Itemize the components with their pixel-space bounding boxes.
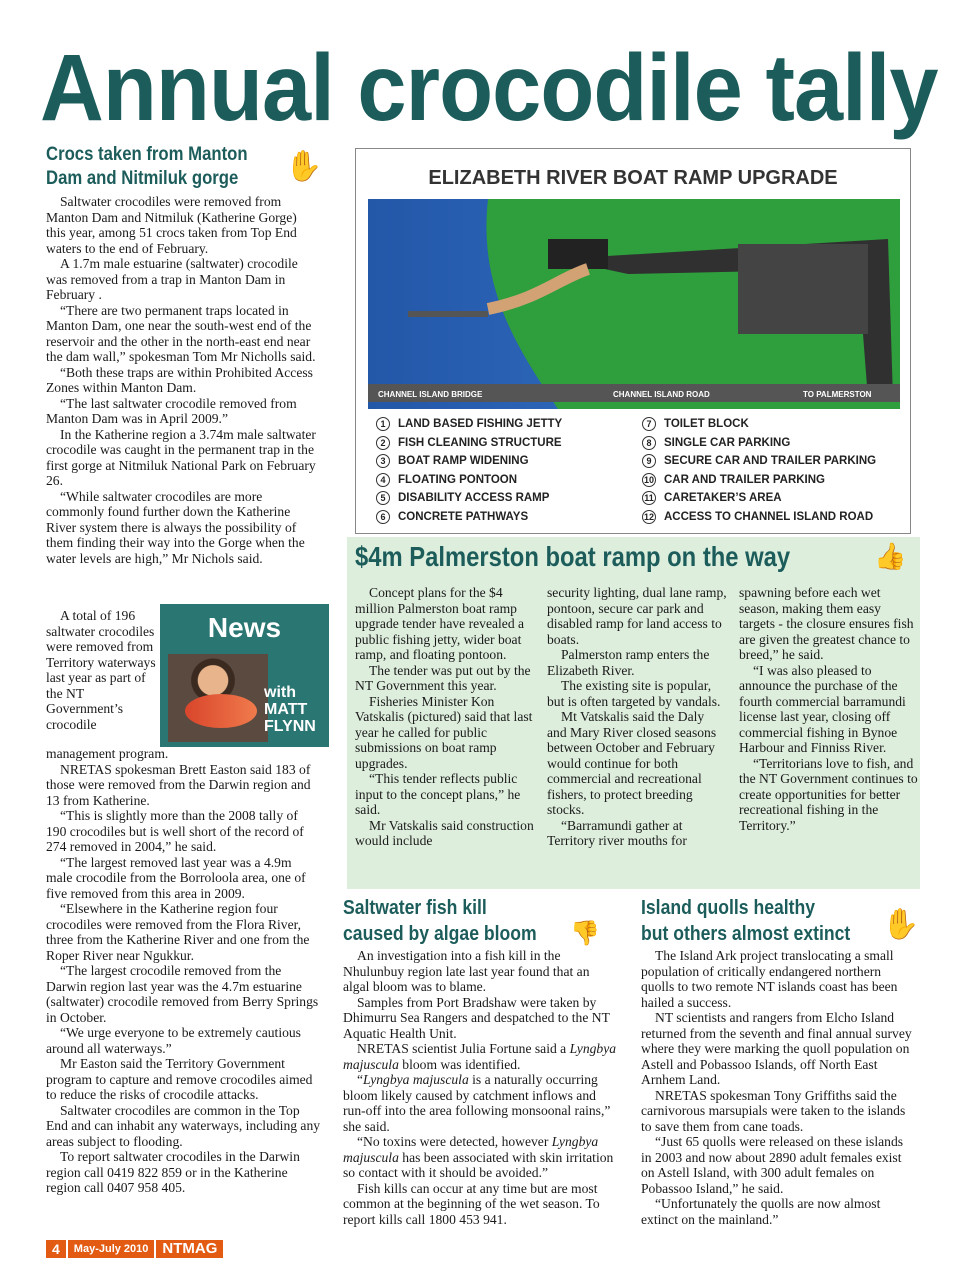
feature-c1p2: The tender was put out by the NT Government this year.	[355, 662, 531, 693]
feature-c3p2: “I was also pleased to announce the purchase of the fourth commercial barramundi license last year, closing off commercial fishing in Bynoe Harbour and Finniss River.	[739, 662, 906, 755]
legend-label-3: BOAT RAMP WIDENING	[398, 455, 529, 468]
croc-p9: NRETAS spokesman Brett Easton said 183 of those were removed from the Darwin region and 13 from Katherine.	[46, 761, 311, 808]
issue-date: May-July 2010	[68, 1240, 155, 1258]
fishkill-p4i: Lyngbya majuscula	[363, 1072, 469, 1087]
thumbs-down-icon: 👎	[570, 919, 600, 947]
road-label-1: CHANNEL ISLAND BRIDGE	[378, 390, 483, 399]
fishkill-p5b: has been associated with skin irritation so contact with it should be avoided.”	[343, 1149, 614, 1180]
feature-c1p5: Mr Vatskalis said construction would include	[355, 817, 534, 848]
fishkill-p2: Samples from Port Bradshaw were taken by Dhimurru Sea Rangers and despatched to the NT Aquatic Health Unit.	[343, 994, 610, 1041]
legend-item-2	[376, 434, 562, 453]
legend-right	[642, 415, 876, 526]
ramp-area	[548, 239, 608, 269]
feature-c1p4: “This tender reflects public input to the concept plans,” he said.	[355, 771, 521, 817]
legend-label-12: ACCESS TO CHANNEL ISLAND ROAD	[664, 510, 874, 523]
fish-image	[185, 694, 257, 728]
quolls-p5: “Unfortunately the quolls are now almost extinct on the mainland.”	[641, 1196, 881, 1227]
croc-p5: “The last saltwater crocodile removed from Manton Dam was in April 2009.”	[46, 395, 297, 426]
croc-p17: To report saltwater crocodiles in the Darwin region call 0419 822 859 or in the Katherine region call 0407 958 405.	[46, 1149, 300, 1195]
feature-headline: $4m Palmerston boat ramp on the way	[355, 541, 791, 572]
quolls-headline-2: but others almost extinct	[641, 923, 851, 945]
legend-label-4: FLOATING PONTOON	[398, 473, 518, 486]
fishkill-p4	[343, 1072, 618, 1134]
croc-p12: “Elsewhere in the Katherine region four crocodiles were removed from the Flora River, three from the Katherine River and one from the Roper River near Ngukkur.	[46, 901, 310, 963]
croc-p8b: management program.	[46, 746, 169, 761]
croc-p2: A 1.7m male estuarine (saltwater) crocodile was removed from a trap in Manton Dam in February .	[46, 256, 298, 302]
croc-p16: Saltwater crocodiles are common in the Top End and can inhabit any waterways, including any areas subject to flooding.	[46, 1102, 321, 1149]
news-title: News	[207, 612, 282, 643]
page-title: Annual crocodile tally	[40, 35, 938, 141]
news-name1: MATT	[264, 701, 308, 718]
feature-column-1	[355, 585, 535, 849]
boat-ramp-map	[355, 148, 911, 534]
fishkill-p3	[343, 1041, 618, 1072]
croc-p13: “The largest crocodile removed from the Darwin region last year was the 4.7m estuarine (saltwater) crocodile removed from Berry Springs in October.	[46, 963, 319, 1025]
croc-p8a: A total of 196 saltwater crocodiles were removed from Territory waterways last year as part of the NT Government’s crocodile	[46, 608, 156, 732]
legend-number-6: 6	[376, 510, 390, 524]
feature-c2p3: The existing site is popular, but is often targeted by vandals.	[547, 678, 721, 709]
quolls-p4: “Just 65 quolls were released on these islands in 2003 and now about 2890 adult females exist on Astell Island, with 300 adult females on Pobassoo Island,” he said.	[641, 1134, 904, 1196]
legend-number-11: 11	[642, 491, 656, 505]
legend-label-10: CAR AND TRAILER PARKING	[664, 473, 825, 486]
left-headline: Crocs taken from Manton Dam and Nitmiluk gorge	[46, 144, 248, 189]
legend-number-8: 8	[642, 436, 656, 450]
croc-p3: “There are two permanent traps located in Manton Dam, one near the south-west end of the reservoir and the other in the north-east end near the dam wall,” spokesman Tom Mr Nicholls said.	[46, 302, 316, 364]
legend-label-2: FISH CLEANING STRUCTURE	[398, 436, 562, 449]
fishkill-p1: An investigation into a fish kill in the Nhulunbuy region late last year found that an algal bloom was to blame.	[343, 948, 590, 994]
croc-p6: In the Katherine region a 3.74m male saltwater crocodile was caught in the permanent trap in the first gorge at Nitmiluk National Park on February 26.	[46, 426, 316, 488]
legend-label-5: DISABILITY ACCESS RAMP	[398, 492, 550, 505]
legend-item-7	[642, 415, 876, 434]
fishkill-article	[343, 948, 618, 1227]
road-label-2: CHANNEL ISLAND ROAD	[613, 390, 710, 399]
legend-item-10	[642, 471, 876, 490]
feature-c1p3: Fisheries Minister Kon Vatskalis (pictured) said that last year he called for public submissions on boat ramp upgrades.	[355, 693, 533, 771]
feature-c2p5: “Barramundi gather at Territory river mouths for	[547, 817, 687, 848]
croc-p4: “Both these traps are within Prohibited Access Zones within Manton Dam.	[46, 364, 313, 395]
fishkill-p5a: “No toxins were detected, however	[357, 1134, 552, 1149]
feature-column-3	[739, 585, 919, 833]
feature-c2p4: Mt Vatskalis said the Daly and Mary River closed seasons between October and February would continue for both commercial and recreational fishers, to protect breeding stocks.	[547, 709, 717, 817]
legend-item-5	[376, 489, 562, 508]
news-box	[160, 604, 329, 747]
fishkill-headline-2: caused by algae bloom	[343, 923, 537, 945]
legend-label-9: SECURE CAR AND TRAILER PARKING	[664, 455, 877, 468]
wave-hand-icon: ✋	[285, 149, 323, 184]
quolls-p2: NT scientists and rangers from Elcho Island returned from the seventh and final annual survey where they were marking the quoll population on Astell and Pobassoo Islands, off North East Arnhem Land.	[641, 1010, 912, 1087]
quolls-headline	[641, 895, 850, 947]
fishkill-p6: Fish kills can occur at any time but are most common at the beginning of the wet season. To report kills call 1800 453 941.	[343, 1180, 600, 1227]
thumbs-up-icon: 👍	[874, 542, 907, 572]
fishkill-headline-1: Saltwater fish kill	[343, 897, 487, 919]
quolls-article	[641, 948, 916, 1227]
legend-item-6	[376, 508, 562, 527]
croc-p7: “While saltwater crocodiles are more commonly found further down the Katherine River system there is always the possibility of them finding their way into the Gorge when the water levels are high,” Mr Nichols said.	[46, 488, 305, 566]
legend-number-4: 4	[376, 473, 390, 487]
legend-label-11: CARETAKER’S AREA	[664, 492, 782, 505]
legend-number-12: 12	[643, 511, 654, 522]
legend-item-9	[642, 452, 876, 471]
croc-p11: “The largest removed last year was a 4.9m male crocodile from the Borroloola area, one of five removed from this area in 2009.	[46, 854, 306, 901]
legend-label-8: SINGLE CAR PARKING	[664, 436, 791, 449]
legend-number-2: 2	[376, 436, 390, 450]
quolls-p1: The Island Ark project translocating a small population of critically endangered northern quolls to two remote NT islands coast has been hailed a success.	[641, 948, 898, 1010]
legend-number-10: 10	[643, 474, 654, 485]
croc-article-top	[46, 194, 316, 566]
legend-label-1: LAND BASED FISHING JETTY	[398, 418, 563, 431]
news-name2: FLYNN	[264, 718, 316, 735]
news-byline	[264, 684, 316, 735]
page-number: 4	[46, 1240, 66, 1258]
croc-p14: “We urge everyone to be extremely cautious around all waterways.”	[46, 1025, 301, 1056]
legend-number-1: 1	[376, 417, 390, 431]
fishkill-p3a: NRETAS scientist Julia Fortune said a	[357, 1041, 570, 1056]
quolls-p3: NRETAS spokesman Tony Griffiths said the carnivorous marsupials were taken to the islands to save them from cane toads.	[641, 1087, 906, 1134]
legend-number-7: 7	[642, 417, 656, 431]
croc-p1: Saltwater crocodiles were removed from Manton Dam and Nitmiluk (Katherine Gorge) this year, among 51 crocs taken from Top End waters to the end of February.	[46, 194, 297, 256]
page-footer	[46, 1240, 223, 1258]
legend-item-3	[376, 452, 562, 471]
road-label-3: TO PALMERSTON	[803, 390, 872, 399]
map-title: ELIZABETH RIVER BOAT RAMP UPGRADE	[428, 167, 838, 189]
croc-p15: Mr Easton said the Territory Government program to capture and remove crocodiles aimed to reduce the risks of crocodile attacks.	[46, 1056, 313, 1102]
fishkill-p4a: “	[357, 1072, 364, 1087]
fishkill-p5i: Lyngbya majuscula	[343, 1134, 599, 1165]
legend-label-7: TOILET BLOCK	[664, 418, 749, 431]
fishkill-headline	[343, 895, 537, 947]
fishkill-p5	[343, 1134, 618, 1181]
wave-hand-icon-2: ✋	[882, 907, 920, 942]
legend-number-9: 9	[642, 454, 656, 468]
legend-left	[376, 415, 562, 526]
legend-item-12	[642, 508, 876, 527]
feature-c1p1: Concept plans for the $4 million Palmerston boat ramp upgrade tender have revealed a public fishing jetty, wider boat ramp, and floating pontoon.	[355, 585, 525, 662]
feature-column-2	[547, 585, 727, 849]
croc-article-bottom	[46, 746, 321, 1196]
legend-number-3: 3	[376, 454, 390, 468]
croc-p10: “This is slightly more than the 2008 tally of 190 crocodiles but is well short of the record of 274 removed in 2004,” he said.	[46, 808, 304, 854]
fishkill-p4b: is a naturally occurring bloom likely caused by catchment inflows and run-off into the area following monsoonal rains,” she said.	[343, 1072, 611, 1134]
fishkill-p3b: bloom was identified.	[398, 1056, 521, 1072]
legend-item-1	[376, 415, 562, 434]
car-park	[738, 244, 868, 334]
legend-label-6: CONCRETE PATHWAYS	[398, 510, 529, 523]
news-with: with	[264, 684, 296, 701]
feature-c2p2: Palmerston ramp enters the Elizabeth River.	[547, 647, 710, 678]
croc-article-wrap	[46, 608, 158, 732]
fishkill-p3i: Lyngbya majuscula	[343, 1041, 617, 1072]
legend-item-4	[376, 471, 562, 490]
legend-item-8	[642, 434, 876, 453]
legend-item-11	[642, 489, 876, 508]
magazine-name: NTMAG	[156, 1240, 223, 1258]
quolls-headline-1: Island quolls healthy	[641, 897, 816, 919]
feature-c2p1: security lighting, dual lane ramp, pontoon, secure car park and disabled ramp for land access to boats.	[547, 585, 727, 647]
feature-c3p1: spawning before each wet season, making them easy targets - the closure ensures fish are given the greatest chance to breed,” he said.	[739, 585, 914, 662]
feature-c3p3: “Territorians love to fish, and the NT Government continues to create opportunities for better recreational fishing in the Territory.”	[739, 755, 918, 833]
map-illustration	[368, 199, 900, 409]
fishing-jetty	[408, 311, 488, 317]
legend-number-5: 5	[376, 491, 390, 505]
